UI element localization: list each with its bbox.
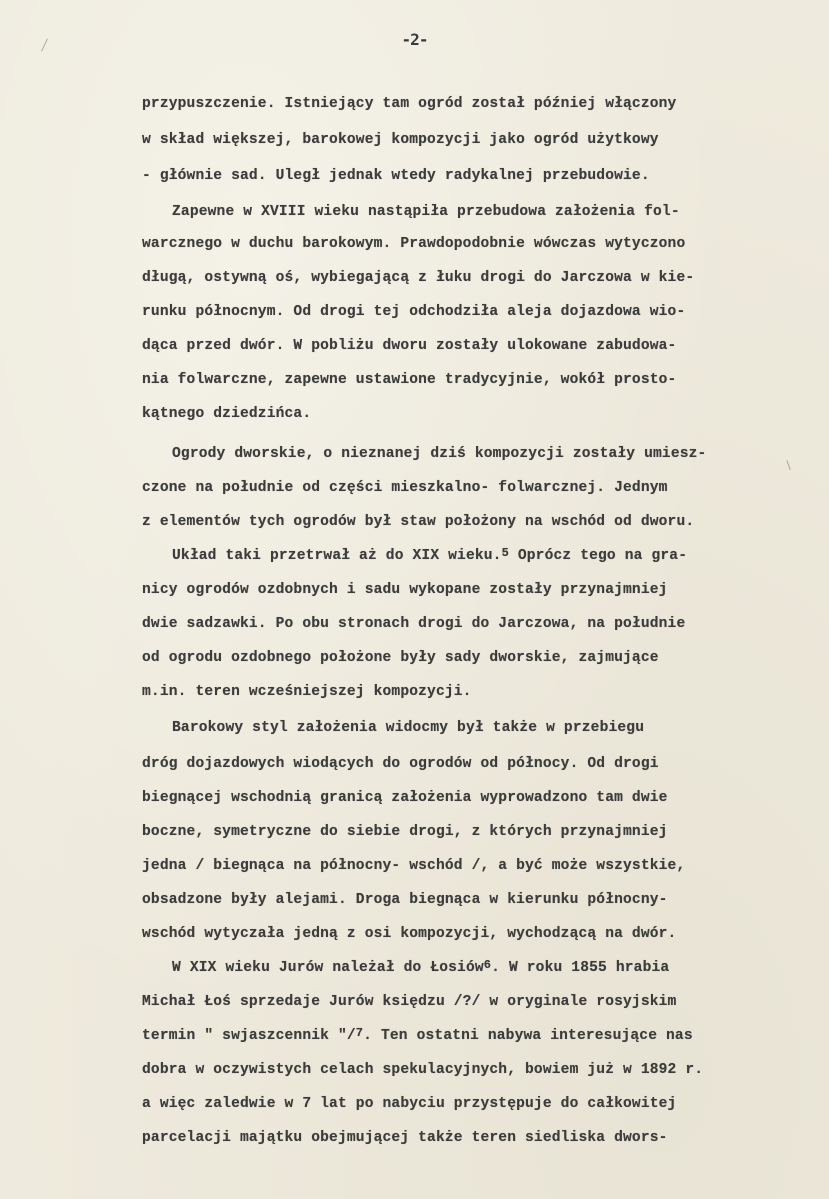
text-line bbox=[172, 544, 687, 568]
text-line: runku północnym. Od drogi tej odchodziła aleja dojazdowa wio- bbox=[142, 304, 686, 320]
footnote-marker: 7 bbox=[355, 1026, 364, 1040]
scan-mark bbox=[786, 460, 790, 470]
text-line: warcznego w duchu barokowym. Prawdopodobnie wówczas wytyczono bbox=[142, 236, 686, 252]
text-line: dobra w oczywistych celach spekulacyjnych, bowiem już w 1892 r. bbox=[142, 1062, 704, 1078]
text-line: Zapewne w XVIII wieku nastąpiła przebudowa założenia fol- bbox=[172, 204, 680, 220]
text-segment: Oprócz tego na gra- bbox=[508, 548, 688, 564]
page-number: -2- bbox=[401, 30, 428, 49]
text-line: Michał Łoś sprzedaje Jurów księdzu /?/ w oryginale rosyjskim bbox=[142, 994, 677, 1010]
text-line: Ogrody dworskie, o nieznanej dziś kompozycji zostały umiesz- bbox=[172, 446, 707, 462]
text-line: dróg dojazdowych wiodących do ogrodów od północy. Od drogi bbox=[142, 756, 659, 772]
text-line: od ogrodu ozdobnego położone były sady dworskie, zajmujące bbox=[142, 650, 659, 666]
text-line: m.in. teren wcześniejszej kompozycji. bbox=[142, 684, 472, 700]
text-line: jedna / biegnąca na północny- wschód /, a być może wszystkie, bbox=[142, 858, 686, 874]
text-segment: Układ taki przetrwał aż do XIX wieku. bbox=[172, 548, 502, 564]
text-line: boczne, symetryczne do siebie drogi, z których przynajmniej bbox=[142, 824, 668, 840]
text-segment: . W roku 1855 hrabia bbox=[491, 960, 670, 976]
text-line: obsadzone były alejami. Droga biegnąca w kierunku północny- bbox=[142, 892, 668, 908]
text-line: z elementów tych ogrodów był staw położony na wschód od dworu. bbox=[142, 514, 695, 530]
text-segment: . Ten ostatni nabywa interesujące nas bbox=[363, 1028, 693, 1044]
text-line: dwie sadzawki. Po obu stronach drogi do Jarczowa, na południe bbox=[142, 616, 686, 632]
text-line: nicy ogrodów ozdobnych i sadu wykopane zostały przynajmniej bbox=[142, 582, 668, 598]
text-line: Barokowy styl założenia widocmy był także w przebiegu bbox=[172, 720, 645, 736]
text-line: wschód wytyczała jedną z osi kompozycji, wychodzącą na dwór. bbox=[142, 926, 677, 942]
text-line: biegnącej wschodnią granicą założenia wyprowadzono tam dwie bbox=[142, 790, 668, 806]
text-line: w skład większej, barokowej kompozycji jako ogród użytkowy bbox=[142, 132, 659, 148]
footnote-marker: 5 bbox=[501, 546, 509, 560]
text-line: parcelacji majątku obejmującej także teren siedliska dwors- bbox=[142, 1130, 668, 1146]
footnote-marker: 6 bbox=[483, 958, 492, 972]
text-line bbox=[172, 956, 669, 980]
text-line: nia folwarczne, zapewne ustawione tradycyjnie, wokół prosto- bbox=[142, 372, 677, 388]
text-segment: termin " swjaszcennik "/ bbox=[142, 1028, 356, 1044]
text-line: kątnego dziedzińca. bbox=[142, 406, 312, 422]
text-line bbox=[142, 1024, 693, 1048]
text-line: dąca przed dwór. W pobliżu dworu zostały ulokowane zabudowa- bbox=[142, 338, 677, 354]
text-segment: W XIX wieku Jurów należał do Łosiów bbox=[172, 960, 484, 976]
text-line: długą, ostywną oś, wybiegającą z łuku drogi do Jarczowa w kie- bbox=[142, 270, 695, 286]
text-line: przypuszczenie. Istniejący tam ogród został później włączony bbox=[142, 96, 677, 112]
text-line: a więc zaledwie w 7 lat po nabyciu przystępuje do całkowitej bbox=[142, 1096, 677, 1112]
text-line: - głównie sad. Uległ jednak wtedy radykalnej przebudowie. bbox=[142, 168, 650, 184]
text-line: czone na południe od części mieszkalno- folwarcznej. Jednym bbox=[142, 480, 668, 496]
